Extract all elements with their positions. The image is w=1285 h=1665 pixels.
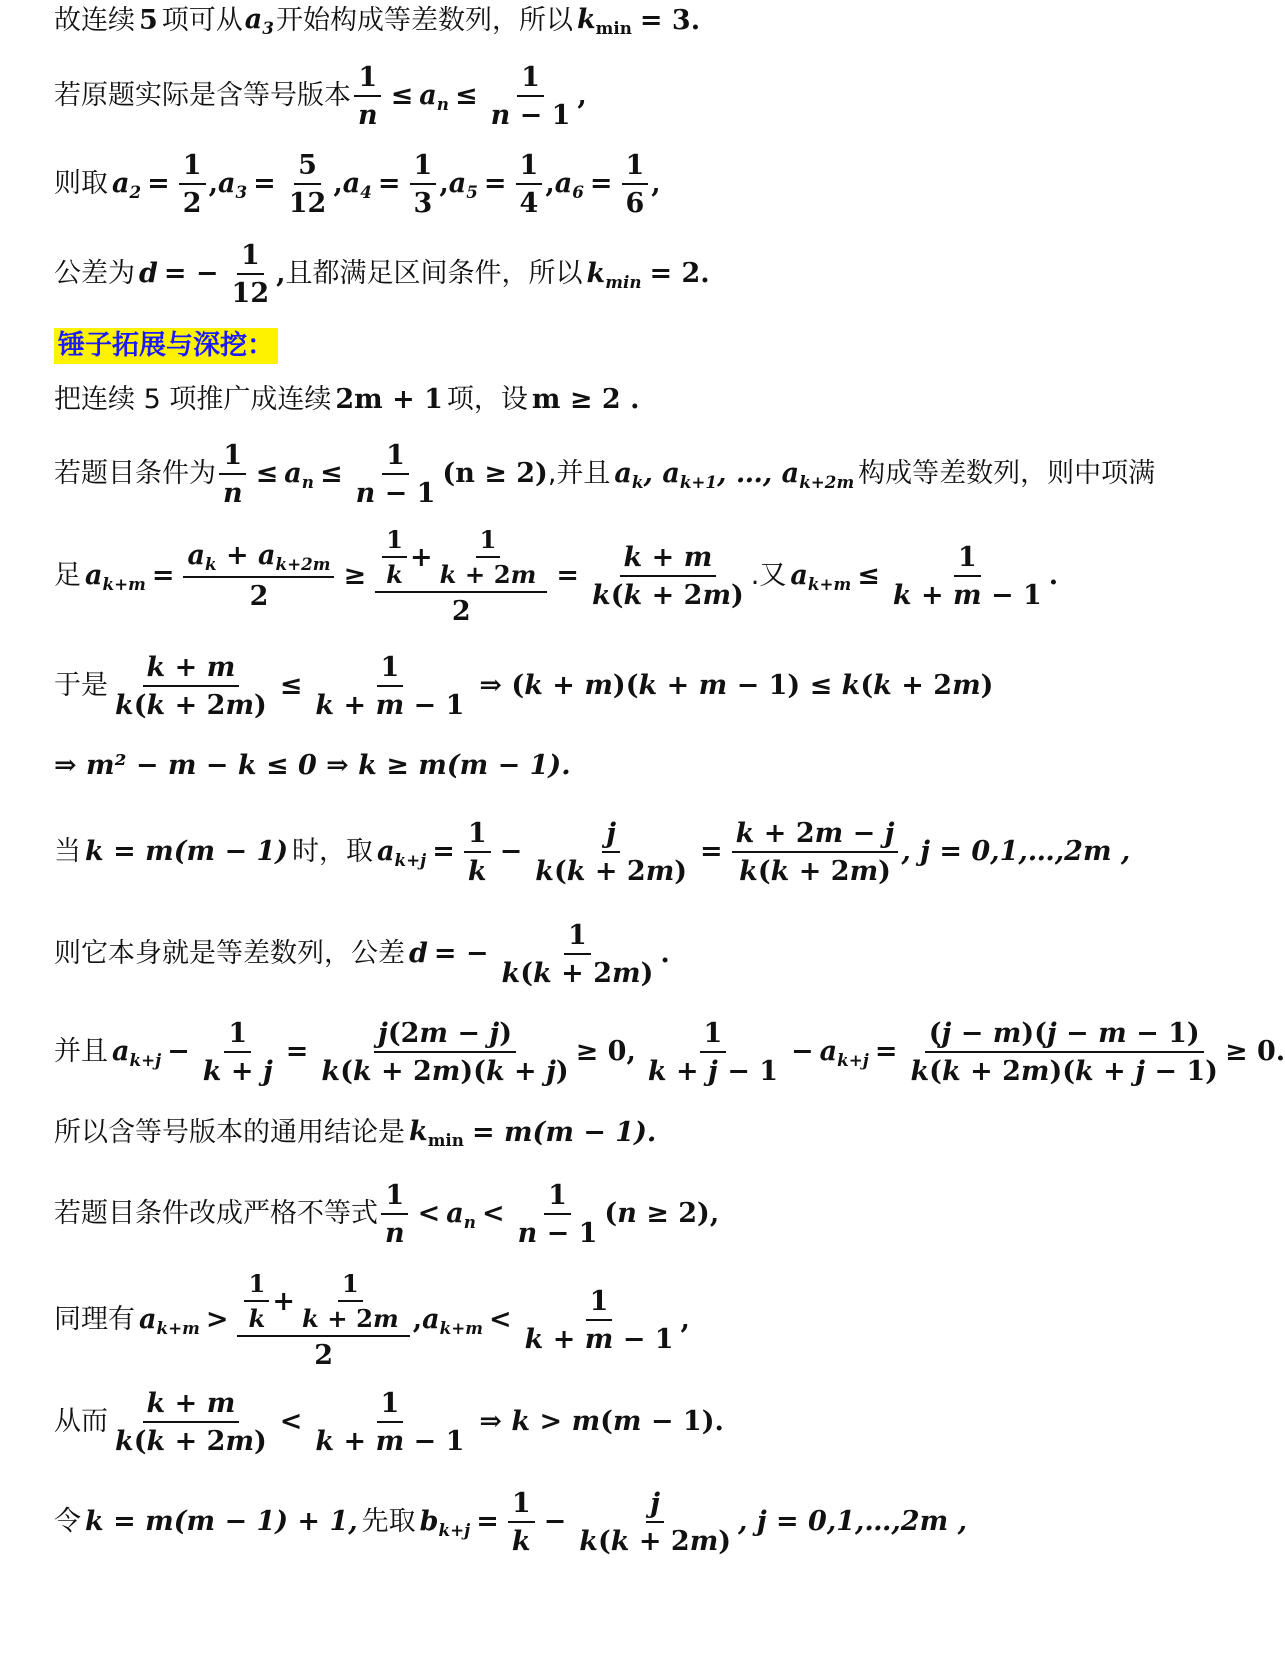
text: 从而 bbox=[54, 1406, 108, 1438]
text: 项，设 bbox=[446, 384, 528, 415]
text: 当 bbox=[54, 836, 81, 868]
text: ,并且 bbox=[547, 458, 611, 490]
text: 令 bbox=[54, 1506, 81, 1538]
text-line-2: 若原题实际是含等号版本 $\frac{1}{n}$ ≤ $a_n$ ≤ $\frac{1}{n - 1}$ , bbox=[54, 62, 587, 132]
text: 公差为 bbox=[54, 258, 135, 290]
text-line-14: 所以含等号版本的通用结论是 $k_{min}$ = m(m − 1). bbox=[54, 1116, 657, 1150]
math: 2m + 1 bbox=[335, 384, 443, 415]
text: 且都满足区间条件，所以 bbox=[285, 258, 583, 290]
text-line-9: 于是 $\frac{k + m}{k(k + 2m)}$ ≤ $\frac{1}{k + m - 1}$ ⇒ (k + m)(k + m − 1) ≤ k(k + 2m) bbox=[54, 652, 994, 722]
text-line-17: 从而 $\frac{k + m}{k(k + 2m)}$ < $\frac{1}{k + m - 1}$ ⇒ k > m(m − 1). bbox=[54, 1388, 724, 1458]
fraction: $\frac{1}{n - 1}$ bbox=[490, 62, 571, 132]
math: 5 bbox=[139, 4, 158, 36]
text: 所以含等号版本的通用结论是 bbox=[54, 1116, 405, 1148]
text: 先取 bbox=[361, 1506, 416, 1538]
text-line-11: 当 k = m(m − 1) 时，取 $a_{k+j}$ = $\frac{1}{k}$ − $\frac{j}{k(k + 2m)}$ = $\frac{k + 2m - j}{k(k + 2m)}$ , j = 0,1,…,2m , bbox=[54, 818, 1131, 888]
text-line-12: 则它本身就是等差数列，公差 d = − $\frac{1}{k(k + 2m)}$ . bbox=[54, 920, 670, 990]
math: k = m(m − 1) + 1, bbox=[85, 1506, 358, 1538]
text-line-18: 令 k = m(m − 1) + 1, 先取 $b_{k+j}$ = $\frac{1}{k}$ − $\frac{j}{k(k + 2m)}$ , j = 0,1,…,2m , bbox=[54, 1488, 967, 1558]
text-line-15: 若题目条件改成严格不等式 $\frac{1}{n}$ < $a_n$ < $\frac{1}{n - 1}$ (n ≥ 2), bbox=[54, 1180, 720, 1250]
math: k = m(m − 1) bbox=[85, 836, 289, 868]
section-heading bbox=[54, 328, 278, 364]
text: 时，取 bbox=[292, 836, 374, 868]
text: 于是 bbox=[54, 670, 108, 702]
fraction: $\frac{1}{n}$ bbox=[354, 62, 382, 131]
text: 若题目条件为 bbox=[54, 458, 216, 490]
math: $a_3$ bbox=[244, 4, 274, 38]
text: 项可从 bbox=[161, 4, 243, 36]
text-line-1 bbox=[54, 4, 700, 38]
text-line-3: 则取 $a_2$ = $\frac{1}{2}$ , $a_3$ = $\frac{5}{12}$ , $a_4$ = $\frac{1}{3}$ , $a_5$ = $\frac{1}{4}$ , $a_6$ = $\frac{1}{6}$ , bbox=[54, 150, 661, 220]
math: $k_{min}$ bbox=[576, 4, 632, 38]
text: 同理有 bbox=[54, 1304, 135, 1336]
math: (n ≥ 2) bbox=[442, 458, 548, 490]
text-line-16: 同理有 $a_{k+m}$ > $\frac{1}{k}$ + $\frac{1}{k + 2m}$ 2 , $a_{k+m}$ < $\frac{1}{k + m - 1}$ , bbox=[54, 1269, 690, 1371]
text: 故连续 bbox=[54, 4, 135, 36]
text: 足 bbox=[54, 560, 81, 592]
text-line-10 bbox=[54, 750, 571, 782]
text: 把连续 5 项推广成连续 bbox=[54, 384, 332, 415]
text: 则取 bbox=[54, 168, 108, 200]
math: = 3. bbox=[639, 4, 701, 36]
math: = m(m − 1). bbox=[471, 1116, 657, 1148]
text-line-7: 若题目条件为 $\frac{1}{n}$ ≤ $a_n$ ≤ $\frac{1}{n - 1}$ (n ≥ 2) ,并且 $a_k$, $a_{k+1}$, …, $a_{k+2m}$ 构成等差数列，则中项满 bbox=[54, 440, 1156, 510]
text: 开始构成等差数列，所以 bbox=[275, 4, 573, 36]
math: , j = 0,1,…,2m , bbox=[738, 1506, 967, 1538]
text: 构成等差数列，则中项满 bbox=[858, 458, 1156, 490]
text: 若原题实际是含等号版本 bbox=[54, 80, 351, 112]
text-line-13: 并且 $a_{k+j}$ − $\frac{1}{k + j}$ = $\frac{j(2m - j)}{k(k + 2m)(k + j)}$ ≥ 0, $\frac{1}{k + j - 1}$ − $a_{k+j}$ = $\frac{(j - m)(j - m - 1)}{k(k + 2m)(k + j - 1)}$ ≥ 0. bbox=[54, 1018, 1285, 1088]
math: = 2. bbox=[649, 258, 710, 290]
text: .又 bbox=[750, 560, 787, 592]
math: m ≥ 2 . bbox=[531, 384, 640, 415]
text-line-4: 公差为 d = − $\frac{1}{12}$ , 且都满足区间条件，所以 $k_{min}$ = 2. bbox=[54, 240, 710, 310]
math: ⇒ m² − m − k ≤ 0 ⇒ k ≥ m(m − 1). bbox=[54, 750, 571, 781]
text-line-8: 足 $a_{k+m}$ = $\frac{a_k + a_{k+2m}}{2}$ ≥ $\frac{1}{k}$ + $\frac{1}{k + 2m}$ 2 = $\frac{k + m}{k(k + 2m)}$ .又 $a_{k+m}$ ≤ $\frac{1}{k + m - 1}$ . bbox=[54, 525, 1059, 627]
heading-text: 锤子拓展与深挖： bbox=[54, 328, 278, 364]
text: 则它本身就是等差数列，公差 bbox=[54, 938, 405, 970]
math: , j = 0,1,…,2m , bbox=[901, 836, 1131, 868]
text-line-6 bbox=[54, 384, 640, 416]
text: 若题目条件改成严格不等式 bbox=[54, 1198, 378, 1230]
text: 并且 bbox=[54, 1036, 108, 1068]
